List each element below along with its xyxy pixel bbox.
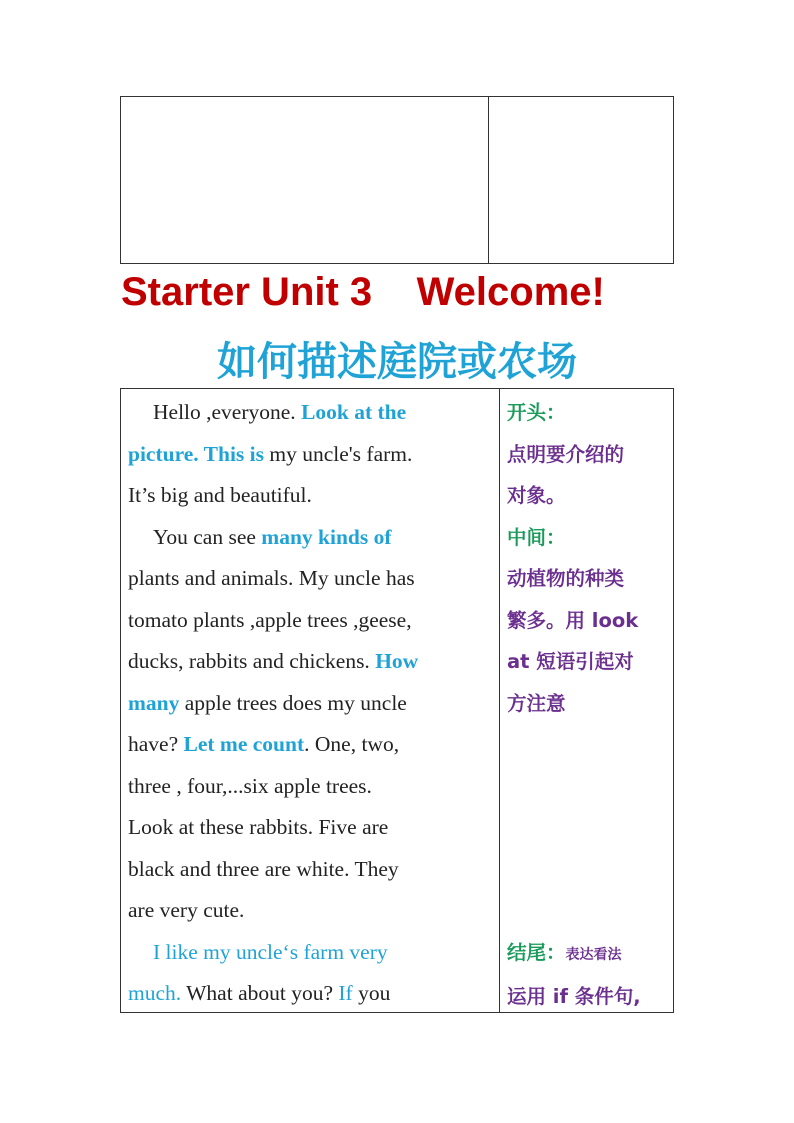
note-spacer (507, 890, 672, 932)
highlight-phrase: Look at the (301, 400, 407, 424)
text: You can see (153, 524, 262, 549)
page-subtitle: 如何描述庭院或农场 (217, 339, 577, 385)
note-line: 运用 if 条件句, (507, 985, 641, 1008)
essay-line (128, 641, 493, 683)
note-line: 方注意 (507, 691, 566, 715)
highlight-phrase: many (128, 690, 180, 715)
essay-line: are very cute. (128, 898, 245, 922)
essay-line (128, 724, 493, 766)
essay-text (128, 392, 493, 1015)
table-divider (488, 97, 489, 263)
essay-line: black and three are white. They (128, 856, 399, 881)
highlight-phrase: How (375, 649, 419, 673)
text: Hello ,everyone. (153, 400, 302, 424)
highlight-phrase: picture. This is (128, 441, 265, 466)
note-line: 点明要介绍的 (507, 442, 625, 466)
note-spacer (507, 849, 672, 891)
structure-notes (507, 392, 672, 1018)
note-spacer (507, 724, 672, 766)
highlight-phrase: If (338, 981, 353, 1005)
text: you (352, 981, 391, 1005)
essay-line: Look at these rabbits. Five are (128, 815, 389, 839)
note-line: at 短语引起对 (507, 650, 634, 673)
text: my uncle's farm. (264, 441, 413, 466)
note-line: 对象。 (507, 484, 566, 507)
essay-table (120, 388, 674, 1013)
essay-line: three , four,...six apple trees. (128, 773, 372, 798)
essay-line: plants and animals. My uncle has (128, 566, 415, 590)
essay-line (128, 392, 493, 434)
table-divider (499, 389, 500, 1012)
text: ducks, rabbits and chickens. (128, 649, 376, 673)
note-line: 动植物的种类 (507, 567, 625, 590)
essay-line (128, 973, 493, 1015)
essay-line: tomato plants ,apple trees ,geese, (128, 607, 412, 632)
note-line: 繁多。用 look (507, 608, 639, 632)
text: . One, two, (304, 732, 400, 756)
note-spacer (507, 807, 672, 849)
highlight-phrase: Let me count (183, 732, 305, 756)
note-middle-label: 中间： (507, 525, 566, 549)
essay-line (128, 434, 493, 476)
page-title: Starter Unit 3 Welcome! (121, 270, 605, 314)
highlight-phrase: much. (128, 981, 182, 1005)
note-ending-small: 表达看法 (565, 946, 622, 963)
essay-line: It’s big and beautiful. (128, 483, 312, 507)
note-spacer (507, 766, 672, 808)
essay-line (128, 517, 493, 559)
text: What about you? (181, 981, 339, 1005)
note-opening-label: 开头： (507, 401, 566, 424)
highlight-phrase: many kinds of (261, 524, 392, 549)
note-ending-label: 结尾： (507, 940, 566, 964)
text: have? (128, 732, 184, 756)
essay-line (128, 683, 493, 725)
header-table (120, 96, 674, 264)
essay-line: I like my uncle‘s farm very (153, 939, 388, 964)
text: apple trees does my uncle (179, 690, 407, 715)
note-ending (507, 932, 672, 977)
